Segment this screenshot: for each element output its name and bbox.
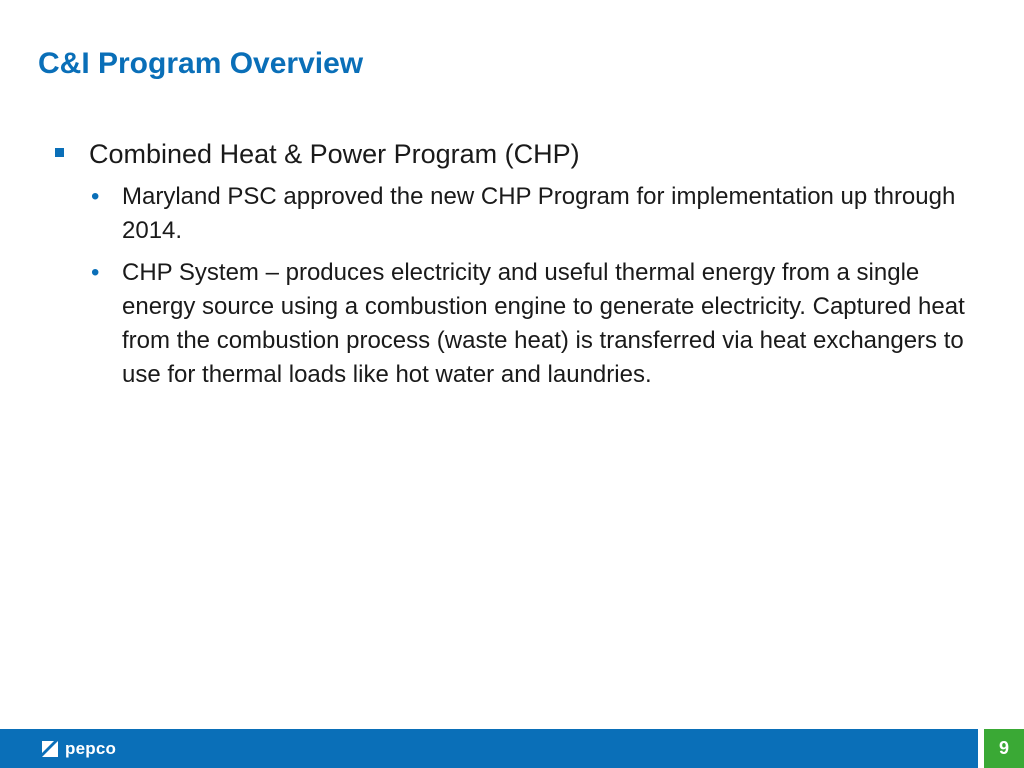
logo-text: pepco bbox=[65, 739, 117, 758]
square-bullet-icon bbox=[55, 148, 64, 157]
slide-content bbox=[52, 136, 997, 400]
pepco-logo bbox=[40, 739, 116, 759]
page-number: 9 bbox=[998, 738, 1009, 758]
bullet-level2 bbox=[52, 180, 997, 248]
slide-footer bbox=[0, 729, 1024, 768]
bullet-level1-text: Combined Heat & Power Program (CHP) bbox=[89, 139, 580, 169]
bullet-level1 bbox=[52, 136, 997, 172]
bullet-level2-text: Maryland PSC approved the new CHP Program for implementation up through 2014. bbox=[122, 183, 956, 244]
pepco-logo-icon bbox=[40, 739, 60, 759]
footer-band bbox=[0, 729, 978, 768]
dot-bullet-icon: • bbox=[91, 259, 100, 286]
page-number-box bbox=[984, 729, 1024, 768]
slide-title: C&I Program Overview bbox=[38, 47, 364, 80]
bullet-level2 bbox=[52, 256, 997, 392]
bullet-level2-text: CHP System – produces electricity and useful thermal energy from a single energy source using a combustion engine to generate electricity. Captured heat from the combustion process (waste heat) is transferred via heat exchangers to use for thermal loads like hot water and laundries. bbox=[122, 259, 965, 388]
dot-bullet-icon: • bbox=[91, 183, 100, 210]
